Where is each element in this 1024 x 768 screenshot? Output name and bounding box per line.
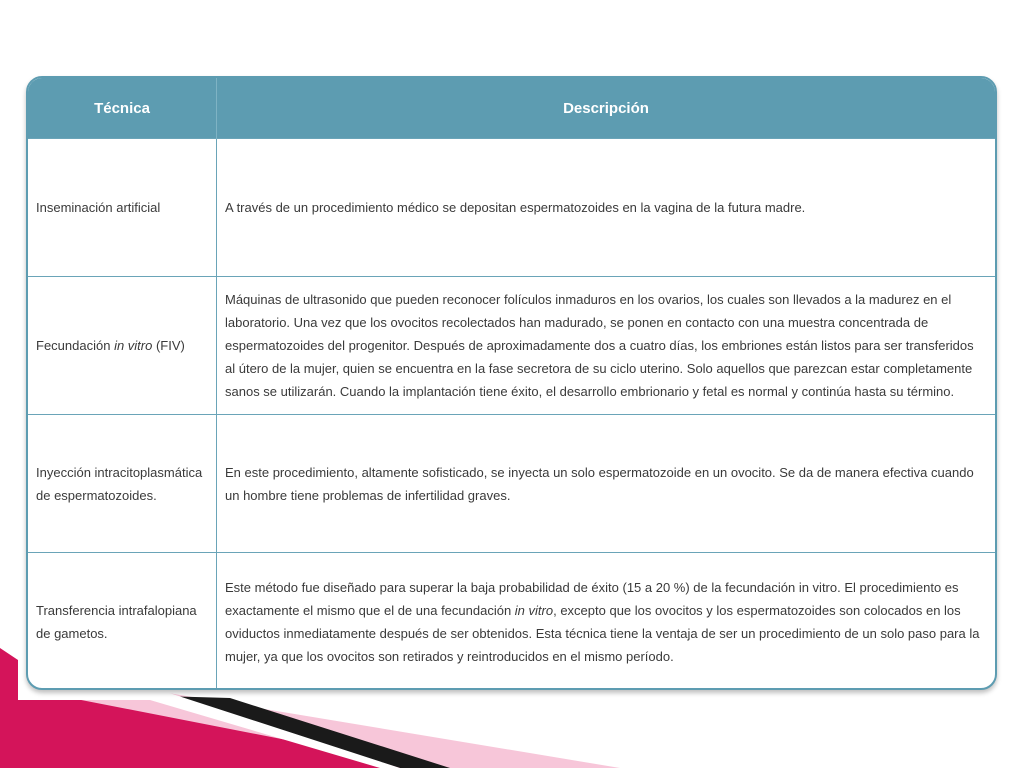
cell-tecnica: Transferencia intrafalopiana de gametos.	[28, 553, 217, 691]
cell-descripcion: En este procedimiento, altamente sofisticado, se inyecta un solo espermatozoide en un ovocito. Se da de manera efectiva cuando un hombre tiene problemas de infertilidad graves.	[217, 415, 996, 553]
cell-descripcion: A través de un procedimiento médico se depositan espermatozoides en la vagina de la futura madre.	[217, 139, 996, 277]
techniques-table-card	[26, 76, 997, 690]
descripcion-italic-text: in vitro	[514, 603, 554, 618]
table-row	[28, 553, 995, 691]
cell-descripcion	[217, 553, 996, 691]
descripcion-text-suffix: , excepto que los ovocitos y los espermatozoides son colocados en los oviductos inmediatamente después de ser obtenidos. Esta técnica tiene la ventaja de ser un procedimiento de un solo paso para la mujer, ya que los ovocitos son retirados y reintroducidos en el mismo período.	[225, 603, 980, 664]
tecnica-italic-text: in vitro	[114, 338, 153, 353]
header-descripcion: Descripción	[217, 78, 996, 139]
table-row	[28, 139, 995, 277]
techniques-table	[28, 78, 995, 690]
descripcion-text: Este método fue diseñado para superar la baja probabilidad de éxito (15 a 20 %) de la fecundación in vitro. El procedimiento es exactamente el mismo que el de una fecundación	[225, 580, 959, 618]
table-row	[28, 277, 995, 415]
tecnica-text-suffix: (FIV)	[152, 338, 185, 353]
cell-tecnica: Inseminación artificial	[28, 139, 217, 277]
table-row	[28, 415, 995, 553]
header-tecnica: Técnica	[28, 78, 217, 139]
tecnica-text: Fecundación	[36, 338, 115, 353]
cell-descripcion: Máquinas de ultrasonido que pueden reconocer folículos inmaduros en los ovarios, los cuales son llevados a la madurez en el laboratorio. Una vez que los ovocitos recolectados han madurado, se ponen en contacto con una muestra concentrada de espermatozoides del progenitor. Después de aproximadamente dos a cuatro días, los embriones están listos para ser transferidos al útero de la mujer, quien se encuentra en la fase secretora de su ciclo uterino. Solo aquellos que parezcan estar completamente sanos se utilizarán. Cuando la implantación tiene éxito, el desarrollo embrionario y fetal es normal y continúa hasta su término.	[217, 277, 996, 415]
table-header-row	[28, 78, 995, 139]
cell-tecnica: Inyección intracitoplasmática de espermatozoides.	[28, 415, 217, 553]
cell-tecnica	[28, 277, 217, 415]
